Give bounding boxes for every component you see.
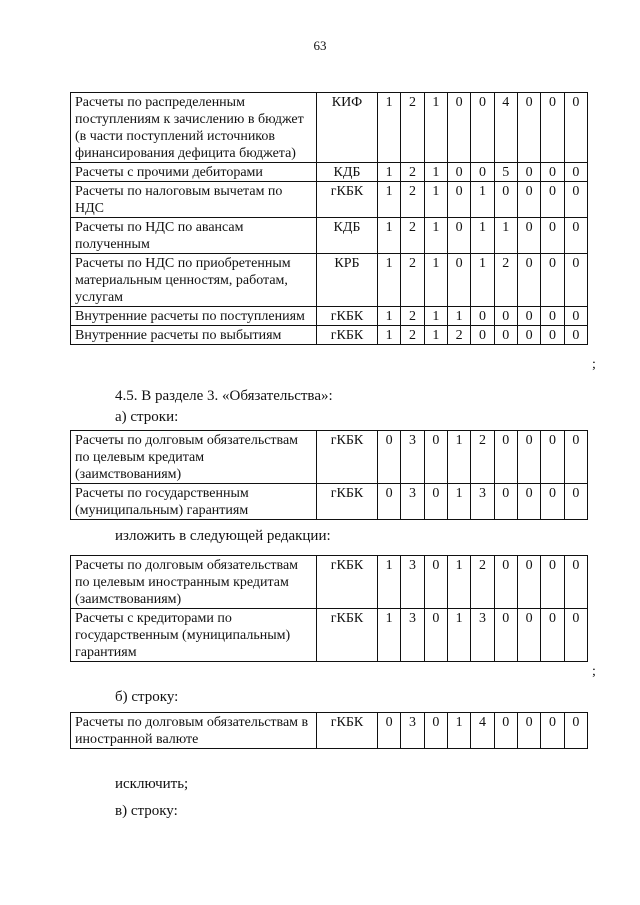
row-digit: 0 [517, 556, 540, 609]
restate-text: изложить в следующей редакции: [115, 528, 331, 544]
row-digit: 0 [517, 484, 540, 520]
row-digit: 0 [378, 431, 401, 484]
row-digit: 1 [378, 93, 401, 163]
row-digit: 1 [424, 307, 447, 326]
row-digit: 1 [447, 307, 470, 326]
row-name: Расчеты по долговым обязательствам по целевым кредитам (заимствованиям) [71, 431, 317, 484]
exclude-text: исключить; [115, 776, 189, 792]
row-digit: 1 [378, 307, 401, 326]
row-digit: 1 [424, 326, 447, 345]
row-digit: 1 [378, 556, 401, 609]
row-digit: 0 [564, 218, 587, 254]
row-digit: 0 [564, 484, 587, 520]
row-digit: 0 [494, 182, 517, 218]
row-digit: 1 [378, 609, 401, 662]
row-digit: 0 [541, 556, 564, 609]
table-row [71, 713, 588, 749]
item-a-label: а) строки: [115, 409, 179, 425]
row-digit: 0 [564, 163, 587, 182]
table-row [71, 254, 588, 307]
row-name: Расчеты по долговым обязательствам по целевым иностранным кредитам (заимствованиям) [71, 556, 317, 609]
row-digit: 0 [447, 163, 470, 182]
row-digit: 3 [401, 484, 424, 520]
row-digit: 2 [401, 163, 424, 182]
semicolon: ; [592, 357, 596, 372]
row-digit: 0 [494, 556, 517, 609]
row-digit: 1 [424, 218, 447, 254]
row-digit: 2 [401, 93, 424, 163]
row-digit: 1 [471, 254, 494, 307]
row-digit: 1 [378, 163, 401, 182]
row-name: Расчеты по долговым обязательствам в иностранной валюте [71, 713, 317, 749]
row-digit: 0 [564, 307, 587, 326]
accounts-table [70, 92, 588, 345]
row-digit: 1 [378, 326, 401, 345]
row-digit: 3 [471, 484, 494, 520]
row-digit: 0 [424, 609, 447, 662]
row-code: гКБК [317, 484, 378, 520]
row-digit: 0 [424, 713, 447, 749]
row-digit: 1 [447, 556, 470, 609]
row-digit: 0 [564, 93, 587, 163]
row-digit: 2 [401, 182, 424, 218]
row-digit: 0 [517, 93, 540, 163]
row-digit: 0 [471, 307, 494, 326]
row-digit: 0 [447, 182, 470, 218]
row-digit: 0 [564, 556, 587, 609]
row-digit: 0 [541, 713, 564, 749]
row-code: гКБК [317, 431, 378, 484]
table-row [71, 163, 588, 182]
row-digit: 3 [401, 556, 424, 609]
row-digit: 2 [471, 431, 494, 484]
row-digit: 2 [447, 326, 470, 345]
row-digit: 0 [541, 326, 564, 345]
row-digit: 2 [494, 254, 517, 307]
row-digit: 0 [378, 484, 401, 520]
row-code: КРБ [317, 254, 378, 307]
row-digit: 1 [378, 182, 401, 218]
row-digit: 5 [494, 163, 517, 182]
row-digit: 1 [494, 218, 517, 254]
row-digit: 0 [494, 713, 517, 749]
row-digit: 0 [541, 307, 564, 326]
row-digit: 0 [541, 254, 564, 307]
row-digit: 0 [541, 182, 564, 218]
row-digit: 1 [471, 218, 494, 254]
row-digit: 2 [401, 218, 424, 254]
row-name: Внутренние расчеты по выбытиям [71, 326, 317, 345]
table-row [71, 609, 588, 662]
row-digit: 4 [471, 713, 494, 749]
row-code: КИФ [317, 93, 378, 163]
row-digit: 1 [447, 609, 470, 662]
row-name: Расчеты по НДС по авансам полученным [71, 218, 317, 254]
row-digit: 0 [494, 307, 517, 326]
row-to-exclude-table [70, 712, 588, 749]
row-digit: 0 [564, 254, 587, 307]
row-digit: 0 [564, 431, 587, 484]
table-row [71, 182, 588, 218]
row-digit: 0 [447, 254, 470, 307]
row-digit: 0 [517, 713, 540, 749]
row-digit: 2 [401, 254, 424, 307]
row-digit: 0 [517, 254, 540, 307]
row-digit: 0 [541, 609, 564, 662]
row-name: Расчеты по налоговым вычетам по НДС [71, 182, 317, 218]
semicolon: ; [592, 664, 596, 679]
row-digit: 0 [541, 218, 564, 254]
row-digit: 0 [494, 431, 517, 484]
row-digit: 1 [424, 182, 447, 218]
row-digit: 0 [517, 326, 540, 345]
row-code: гКБК [317, 182, 378, 218]
row-digit: 0 [541, 163, 564, 182]
row-digit: 0 [494, 326, 517, 345]
row-digit: 0 [541, 484, 564, 520]
row-digit: 0 [471, 326, 494, 345]
row-code: гКБК [317, 326, 378, 345]
row-digit: 0 [564, 609, 587, 662]
row-name: Расчеты по государственным (муниципальным) гарантиям [71, 484, 317, 520]
table-row [71, 326, 588, 345]
row-name: Расчеты с кредиторами по государственным (муниципальным) гарантиям [71, 609, 317, 662]
row-digit: 0 [517, 182, 540, 218]
row-digit: 2 [471, 556, 494, 609]
row-code: гКБК [317, 713, 378, 749]
row-digit: 2 [401, 307, 424, 326]
row-digit: 0 [541, 431, 564, 484]
row-digit: 1 [424, 254, 447, 307]
row-digit: 0 [517, 609, 540, 662]
table-row [71, 556, 588, 609]
table-row [71, 484, 588, 520]
row-digit: 0 [517, 218, 540, 254]
row-digit: 0 [517, 307, 540, 326]
row-code: КДБ [317, 218, 378, 254]
page-number: 63 [313, 38, 327, 53]
table-row [71, 218, 588, 254]
row-digit: 3 [401, 431, 424, 484]
row-code: гКБК [317, 307, 378, 326]
row-digit: 0 [564, 182, 587, 218]
row-code: гКБК [317, 609, 378, 662]
row-digit: 0 [447, 93, 470, 163]
row-digit: 4 [494, 93, 517, 163]
row-code: КДБ [317, 163, 378, 182]
table-row [71, 307, 588, 326]
row-digit: 0 [378, 713, 401, 749]
row-digit: 0 [424, 431, 447, 484]
section-heading: 4.5. В разделе 3. «Обязательства»: [115, 388, 333, 404]
row-name: Расчеты с прочими дебиторами [71, 163, 317, 182]
rows-to-replace-table [70, 430, 588, 520]
row-digit: 0 [517, 431, 540, 484]
row-digit: 0 [564, 326, 587, 345]
table-row [71, 93, 588, 163]
row-digit: 1 [447, 713, 470, 749]
row-digit: 3 [471, 609, 494, 662]
row-digit: 2 [401, 326, 424, 345]
item-b-label: б) строку: [115, 689, 179, 705]
row-digit: 0 [424, 484, 447, 520]
row-digit: 1 [471, 182, 494, 218]
row-digit: 3 [401, 609, 424, 662]
row-digit: 1 [447, 484, 470, 520]
row-digit: 0 [471, 163, 494, 182]
row-name: Расчеты по НДС по приобретенным материальным ценностям, работам, услугам [71, 254, 317, 307]
row-digit: 1 [424, 93, 447, 163]
row-code: гКБК [317, 556, 378, 609]
row-digit: 0 [564, 713, 587, 749]
row-digit: 1 [378, 218, 401, 254]
row-digit: 0 [424, 556, 447, 609]
row-digit: 0 [471, 93, 494, 163]
new-edition-table [70, 555, 588, 662]
table-row [71, 431, 588, 484]
item-c-label: в) строку: [115, 803, 178, 819]
row-digit: 1 [424, 163, 447, 182]
row-name: Внутренние расчеты по поступлениям [71, 307, 317, 326]
row-digit: 0 [494, 609, 517, 662]
row-digit: 0 [541, 93, 564, 163]
row-digit: 1 [447, 431, 470, 484]
row-name: Расчеты по распределенным поступлениям к зачислению в бюджет (в части поступлений источников финансирования дефицита бюджета) [71, 93, 317, 163]
row-digit: 0 [517, 163, 540, 182]
row-digit: 1 [378, 254, 401, 307]
row-digit: 0 [447, 218, 470, 254]
row-digit: 3 [401, 713, 424, 749]
row-digit: 0 [494, 484, 517, 520]
